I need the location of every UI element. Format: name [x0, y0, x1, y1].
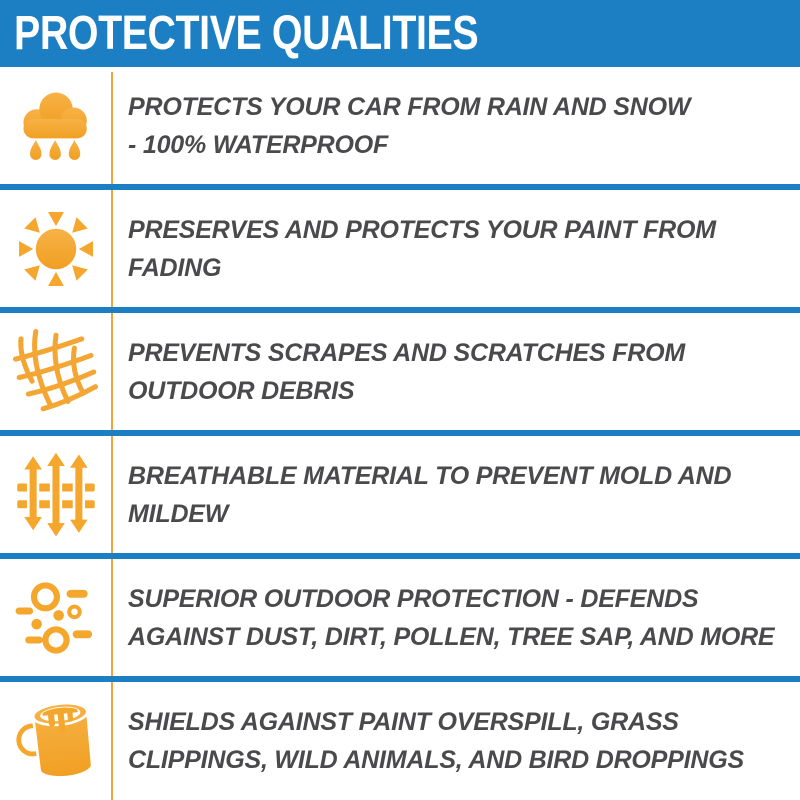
- feature-text: [112, 88, 800, 164]
- feature-text: [112, 580, 800, 656]
- page-title: PROTECTIVE QUALITIES: [14, 6, 479, 60]
- feature-row: [0, 682, 800, 799]
- net-icon: [10, 326, 102, 418]
- feature-row: [0, 436, 800, 553]
- feature-line: BREATHABLE MATERIAL TO PREVENT MOLD AND: [128, 461, 732, 490]
- sun-icon: [12, 205, 100, 293]
- feature-text: [112, 211, 800, 287]
- icon-cell: [0, 326, 112, 418]
- breathable-arrows-icon: [12, 451, 100, 539]
- feature-text: [112, 703, 800, 779]
- feature-line: PREVENTS SCRAPES AND SCRATCHES FROM: [128, 338, 685, 367]
- icon-cell: [0, 574, 112, 662]
- icon-cell: [0, 82, 112, 170]
- feature-line: SUPERIOR OUTDOOR PROTECTION - DEFENDS: [128, 584, 699, 613]
- feature-line: AGAINST DUST, DIRT, POLLEN, TREE SAP, AND MORE: [128, 622, 775, 651]
- content-area: [0, 67, 800, 800]
- feature-row: [0, 313, 800, 430]
- paint-bucket-icon: [12, 697, 100, 785]
- feature-line: FADING: [128, 253, 222, 282]
- header-bar: [0, 0, 800, 67]
- row-divider: [0, 430, 800, 436]
- icon-cell: [0, 697, 112, 785]
- feature-row: [0, 559, 800, 676]
- row-divider: [0, 553, 800, 559]
- feature-line: SHIELDS AGAINST PAINT OVERSPILL, GRASS: [128, 707, 679, 736]
- feature-text: [112, 334, 800, 410]
- feature-line: - 100% WATERPROOF: [128, 130, 389, 159]
- row-divider: [0, 676, 800, 682]
- vertical-divider: [111, 72, 113, 800]
- rain-cloud-icon: [12, 82, 100, 170]
- feature-row: [0, 190, 800, 307]
- feature-line: PRESERVES AND PROTECTS YOUR PAINT FROM: [128, 215, 716, 244]
- dust-particles-icon: [12, 574, 100, 662]
- row-divider: [0, 307, 800, 313]
- feature-row: [0, 67, 800, 184]
- icon-cell: [0, 451, 112, 539]
- icon-cell: [0, 205, 112, 293]
- feature-line: OUTDOOR DEBRIS: [128, 376, 355, 405]
- row-divider: [0, 184, 800, 190]
- feature-line: MILDEW: [128, 499, 229, 528]
- feature-text: [112, 457, 800, 533]
- feature-line: PROTECTS YOUR CAR FROM RAIN AND SNOW: [128, 92, 691, 121]
- feature-line: CLIPPINGS, WILD ANIMALS, AND BIRD DROPPINGS: [128, 745, 744, 774]
